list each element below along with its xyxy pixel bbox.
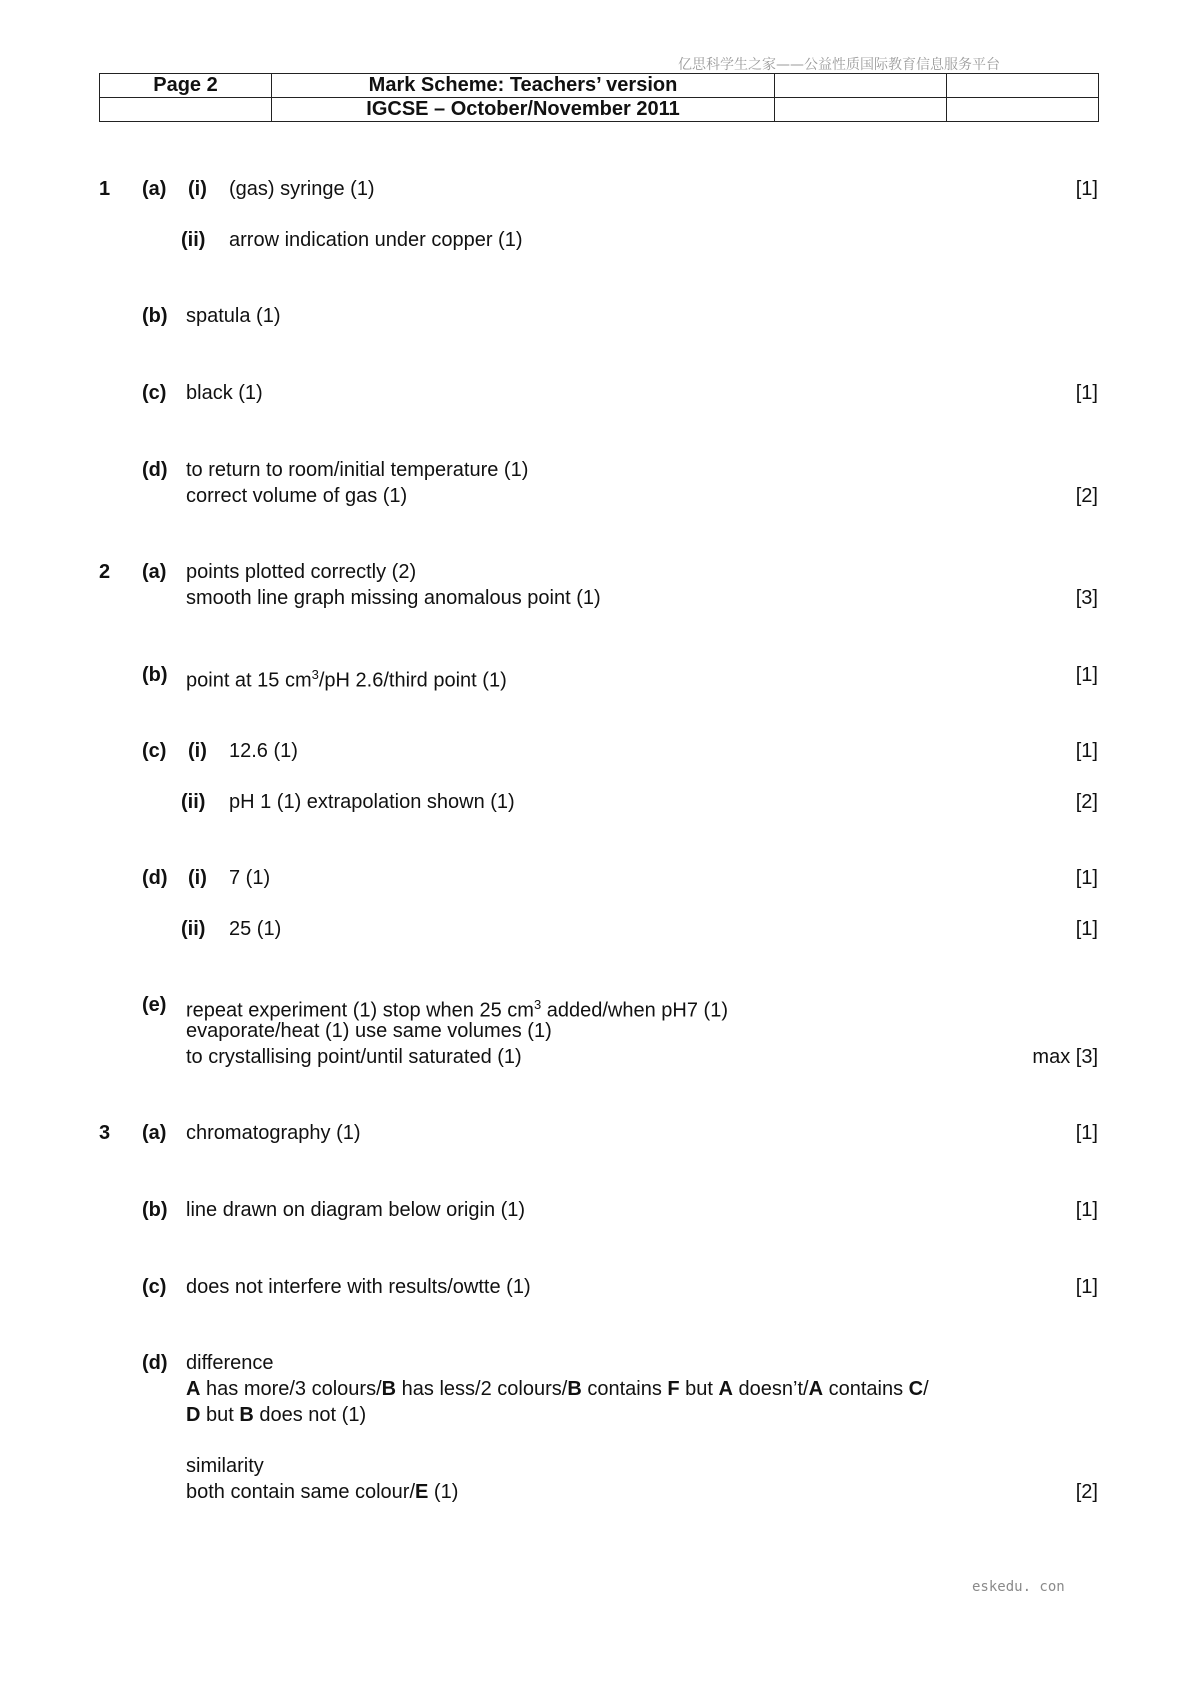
mark: [1]: [1075, 918, 1098, 940]
part-label: (e): [142, 994, 167, 1016]
part-label: (d): [142, 459, 168, 481]
mark: [1]: [1075, 1199, 1098, 1221]
subpart-label: (i): [188, 178, 207, 200]
header-table: [99, 73, 1099, 122]
text-segment: does not (1): [253, 1404, 367, 1426]
header-empty-cell: [775, 98, 947, 122]
text-segment: but: [679, 1378, 719, 1400]
answer-text: [186, 1376, 929, 1402]
answer-text: line drawn on diagram below origin (1): [186, 1199, 526, 1221]
answer-text: [186, 662, 507, 694]
text-segment: C: [908, 1378, 924, 1400]
header-empty-cell: [947, 74, 1099, 98]
header-exam: IGCSE – October/November 2011: [272, 98, 775, 122]
part-label: (c): [142, 1276, 167, 1298]
answer-text: black (1): [186, 382, 263, 404]
text-segment: F: [667, 1378, 680, 1400]
mark: [1]: [1075, 1122, 1098, 1144]
text-segment: A: [186, 1378, 201, 1400]
header-empty-cell: [775, 74, 947, 98]
part-label: (a): [142, 178, 167, 200]
subpart-label: (ii): [181, 229, 206, 251]
text-segment: B: [381, 1378, 397, 1400]
part-label: (c): [142, 740, 167, 762]
answer-text: does not interfere with results/owtte (1): [186, 1276, 531, 1298]
answer-text: (gas) syringe (1): [229, 178, 375, 200]
text-segment: point at 15 cm: [186, 669, 312, 692]
text-segment: D: [186, 1404, 201, 1426]
header-page: Page 2: [100, 74, 272, 98]
text-segment: but: [200, 1404, 240, 1426]
text-segment: has more/3 colours/: [200, 1378, 382, 1400]
answer-text: to return to room/initial temperature (1): [186, 459, 529, 481]
part-label: (b): [142, 1199, 168, 1221]
answer-text: spatula (1): [186, 305, 281, 327]
answer-text: evaporate/heat (1) use same volumes (1): [186, 1020, 552, 1042]
text-segment: added/when pH7 (1): [541, 999, 728, 1022]
watermark-text: 亿思科学生之家——公益性质国际教育信息服务平台: [678, 57, 1000, 73]
header-empty-cell: [100, 98, 272, 122]
mark: [1]: [1075, 178, 1098, 200]
text-segment: /pH 2.6/third point (1): [318, 669, 507, 692]
part-label: (b): [142, 305, 168, 327]
text-segment: contains: [581, 1378, 668, 1400]
answer-text: 12.6 (1): [229, 740, 298, 762]
superscript: 3: [533, 997, 542, 1012]
superscript: 3: [311, 667, 319, 682]
text-segment: A: [808, 1378, 824, 1400]
mark: [1]: [1075, 664, 1098, 686]
subpart-label: (i): [188, 867, 207, 889]
text-segment: repeat experiment (1) stop when 25 cm: [186, 999, 534, 1022]
part-label: (c): [142, 382, 167, 404]
answer-text: correct volume of gas (1): [186, 485, 408, 507]
text-segment: contains: [823, 1378, 909, 1400]
footer-watermark: eskedu. con: [972, 1579, 1065, 1595]
mark: [1]: [1075, 382, 1098, 404]
mark: [3]: [1075, 587, 1098, 609]
header-title: Mark Scheme: Teachers’ version: [272, 74, 775, 98]
answer-text: points plotted correctly (2): [186, 561, 417, 583]
answer-text: similarity: [186, 1455, 264, 1477]
part-label: (a): [142, 1122, 167, 1144]
text-segment: B: [239, 1404, 254, 1426]
part-label: (b): [142, 664, 168, 686]
text-segment: (1): [428, 1481, 459, 1503]
subpart-label: (ii): [181, 918, 206, 940]
answer-text: chromatography (1): [186, 1122, 361, 1144]
text-segment: doesn’t/: [732, 1378, 809, 1400]
answer-text: pH 1 (1) extrapolation shown (1): [229, 791, 515, 813]
text-segment: both contain same colour/: [186, 1481, 416, 1503]
answer-text: [186, 1402, 366, 1428]
mark: [2]: [1075, 791, 1098, 813]
part-label: (a): [142, 561, 167, 583]
text-segment: E: [415, 1481, 429, 1503]
answer-text: smooth line graph missing anomalous point (1): [186, 587, 601, 609]
answer-text: [186, 1479, 458, 1505]
text-segment: /: [923, 1378, 929, 1400]
mark: [2]: [1075, 485, 1098, 507]
part-label: (d): [142, 1352, 168, 1374]
text-segment: B: [567, 1378, 582, 1400]
mark: [1]: [1075, 867, 1098, 889]
answer-text: 25 (1): [229, 918, 282, 940]
mark: [2]: [1075, 1481, 1098, 1503]
text-segment: A: [718, 1378, 733, 1400]
part-label: (d): [142, 867, 168, 889]
answer-text: arrow indication under copper (1): [229, 229, 523, 251]
subpart-label: (i): [188, 740, 207, 762]
header-empty-cell: [947, 98, 1099, 122]
answer-text: difference: [186, 1352, 274, 1374]
answer-text: to crystallising point/until saturated (1): [186, 1046, 522, 1068]
text-segment: has less/2 colours/: [396, 1378, 568, 1400]
question-number: 1: [99, 178, 111, 200]
mark: [1]: [1075, 740, 1098, 762]
mark: [1]: [1075, 1276, 1098, 1298]
question-number: 3: [99, 1122, 111, 1144]
question-number: 2: [99, 561, 111, 583]
subpart-label: (ii): [181, 791, 206, 813]
answer-text: 7 (1): [229, 867, 271, 889]
mark: max [3]: [1032, 1046, 1098, 1068]
